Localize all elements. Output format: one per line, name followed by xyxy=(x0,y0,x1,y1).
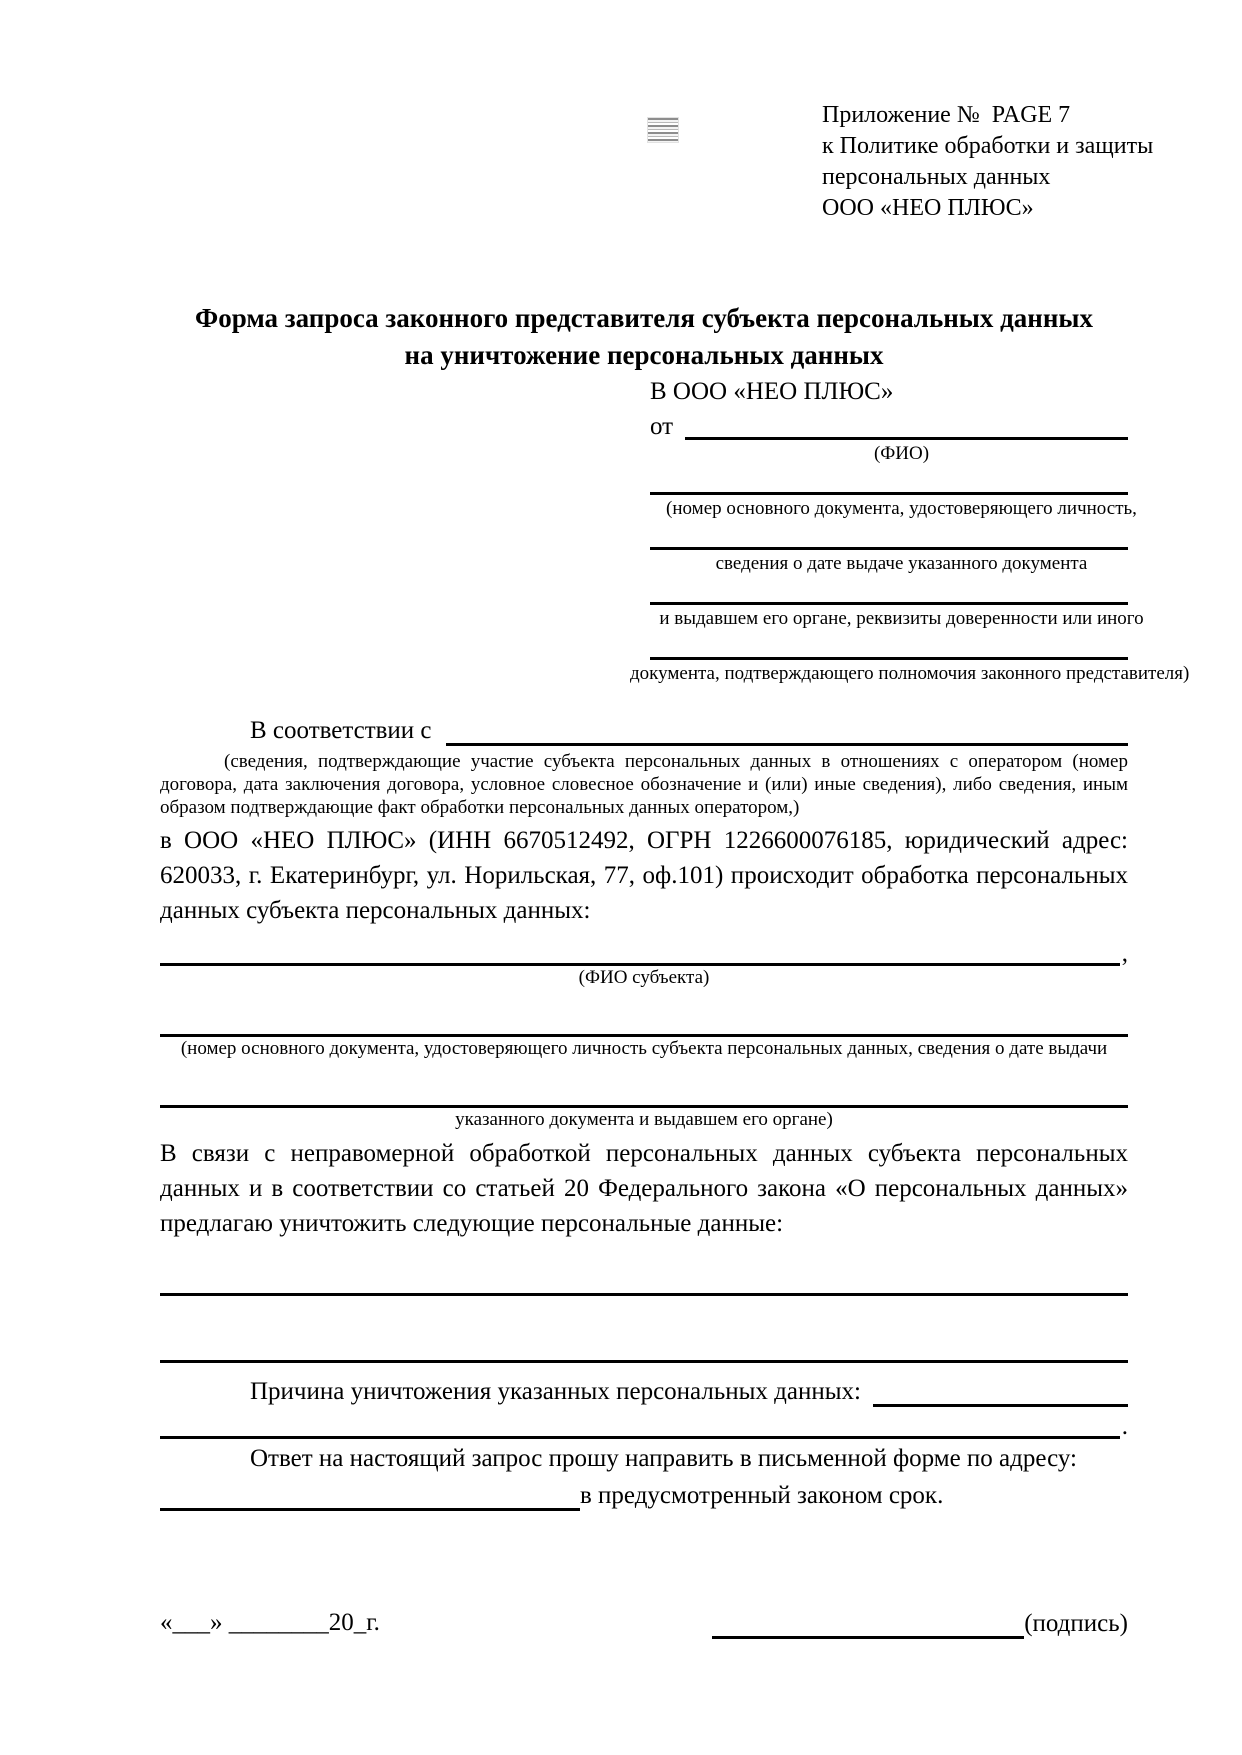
policy-line-2: персональных данных xyxy=(822,164,1051,190)
reason-blank-line-2 xyxy=(160,1436,1120,1439)
caption-subject-fio: (ФИО субъекта) xyxy=(578,967,710,988)
caption-doc-issuer: и выдавшем его органе, реквизиты доверенности или иного xyxy=(659,608,1144,629)
reason-row xyxy=(160,1373,1128,1407)
from-label: от xyxy=(650,413,674,440)
blank-field-line xyxy=(650,474,1128,495)
request-paragraph: В связи с неправомерной обработкой персональных данных субъекта персональных данных и в соответствии со статьей 20 Федерального закона «О персональных данных» предлагаю уничтожить следующие персональные данные: xyxy=(160,1140,1128,1237)
caption-fio: (ФИО) xyxy=(873,443,930,464)
reply-request-line: Ответ на настоящий запрос прошу направить в письменной форме по адресу: xyxy=(250,1445,1077,1472)
addressee-block xyxy=(630,374,1190,686)
appendix-block xyxy=(822,100,1153,224)
organization-name: ООО «НЕО ПЛЮС» xyxy=(822,195,1034,221)
caption-doc-authority: документа, подтверждающего полномочия законного представителя) xyxy=(630,663,1190,684)
form-title-line-2: на уничтожение персональных данных xyxy=(404,340,884,370)
appendix-number-line: Приложение № PAGE 7 xyxy=(822,102,1071,128)
form-title-line-1: Форма запроса законного представителя субъекта персональных данных xyxy=(195,303,1093,333)
caption-subject-doc-2: указанного документа и выдавшем его органе) xyxy=(455,1109,833,1130)
signature-field xyxy=(712,1609,1128,1639)
accordance-blank-line xyxy=(446,743,1128,746)
form-title xyxy=(160,300,1128,374)
blank-field-line xyxy=(650,529,1128,550)
from-field-row xyxy=(650,410,1128,440)
reason-blank-line xyxy=(873,1404,1128,1407)
caption-subject-doc-1: (номер основного документа, удостоверяющего личность субъекта персональных данных, сведения о дате выдачи xyxy=(180,1038,1108,1059)
caption-doc-date: сведения о дате выдаче указанного документа xyxy=(715,553,1088,574)
subject-doc-blank-line xyxy=(160,1077,1128,1108)
reply-address-blank-line xyxy=(160,1482,580,1511)
document-content xyxy=(160,100,1190,1639)
accordance-note: (сведения, подтверждающие участие субъекта персональных данных в отношениях с оператором (номер договора, дата заключения договора, условное словесное обозначение и (или) иные сведения), либо сведения, иным образом подтверждающие факт обработки персональных данных оператором,) xyxy=(160,751,1128,818)
document-header xyxy=(160,100,1154,226)
signature-blank-line xyxy=(712,1610,1024,1639)
date-field: «___» ________20_г. xyxy=(160,1609,380,1636)
reason-continuation-row xyxy=(160,1407,1128,1439)
accordance-label: В соответствии с xyxy=(250,717,432,744)
subject-doc-blank-line xyxy=(160,1006,1128,1037)
policy-line-1: к Политике обработки и защиты xyxy=(822,133,1154,159)
caption-doc-number: (номер основного документа, удостоверяющего личность, xyxy=(666,498,1137,519)
reason-label: Причина уничтожения указанных персональных данных: xyxy=(250,1378,861,1405)
accordance-row xyxy=(160,712,1128,746)
reply-address-row xyxy=(160,1477,1128,1511)
data-blank-line xyxy=(160,1330,1128,1363)
signature-row xyxy=(160,1607,1128,1639)
trailing-comma: , xyxy=(1121,940,1128,967)
embedded-object-icon xyxy=(648,118,678,142)
operator-paragraph: в ООО «НЕО ПЛЮС» (ИНН 6670512492, ОГРН 1226600076185, юридический адрес: 620033, г. Екатеринбург, ул. Норильская, 77, оф.101) происходит обработка персональных данных субъекта персональных данных: xyxy=(160,827,1128,924)
signature-caption: (подпись) xyxy=(1024,1610,1128,1637)
addressee-to-line: В ООО «НЕО ПЛЮС» xyxy=(650,378,894,405)
blank-field-line xyxy=(650,639,1128,660)
subject-fio-row xyxy=(160,936,1128,966)
trailing-period: . xyxy=(1121,1413,1128,1440)
reply-term-text: в предусмотренный законом срок. xyxy=(580,1482,944,1509)
blank-field-line xyxy=(650,584,1128,605)
data-blank-line xyxy=(160,1263,1128,1296)
from-blank-line xyxy=(685,437,1128,440)
